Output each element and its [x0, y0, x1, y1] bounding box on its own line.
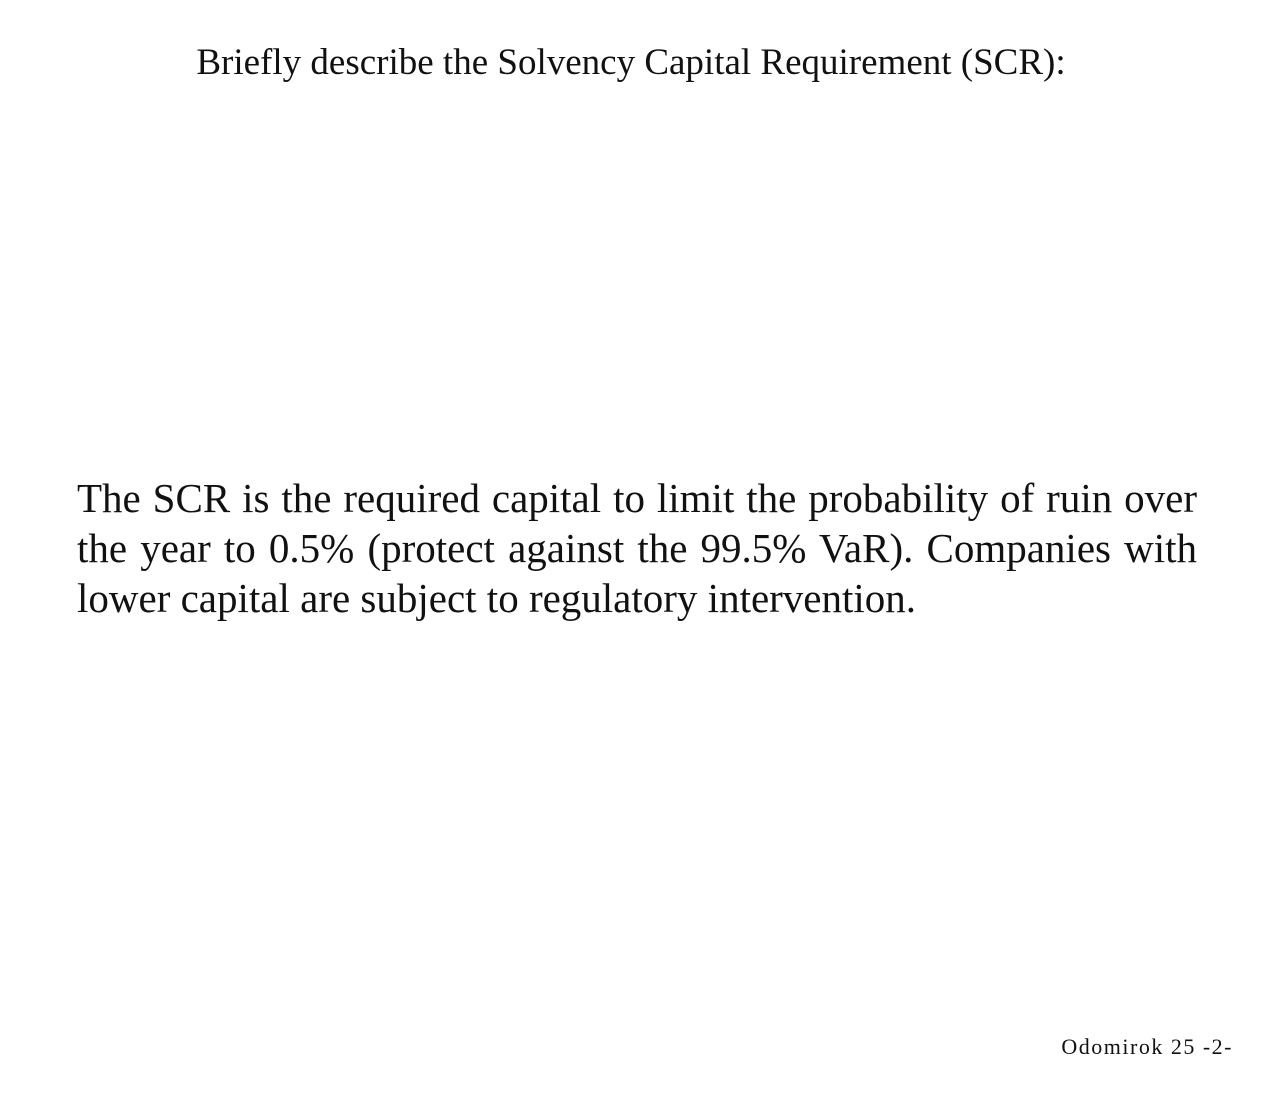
question-prompt: Briefly describe the Solvency Capital Requirement (SCR):	[196, 42, 1066, 83]
page-footer: Odomirok 25 -2-	[1061, 1034, 1233, 1059]
answer-text: The SCR is the required capital to limit the probability of ruin over the year to 0.5% (protect against the 99.5% VaR). Companies with lower capital are subject to regulatory intervention.	[77, 475, 1197, 621]
